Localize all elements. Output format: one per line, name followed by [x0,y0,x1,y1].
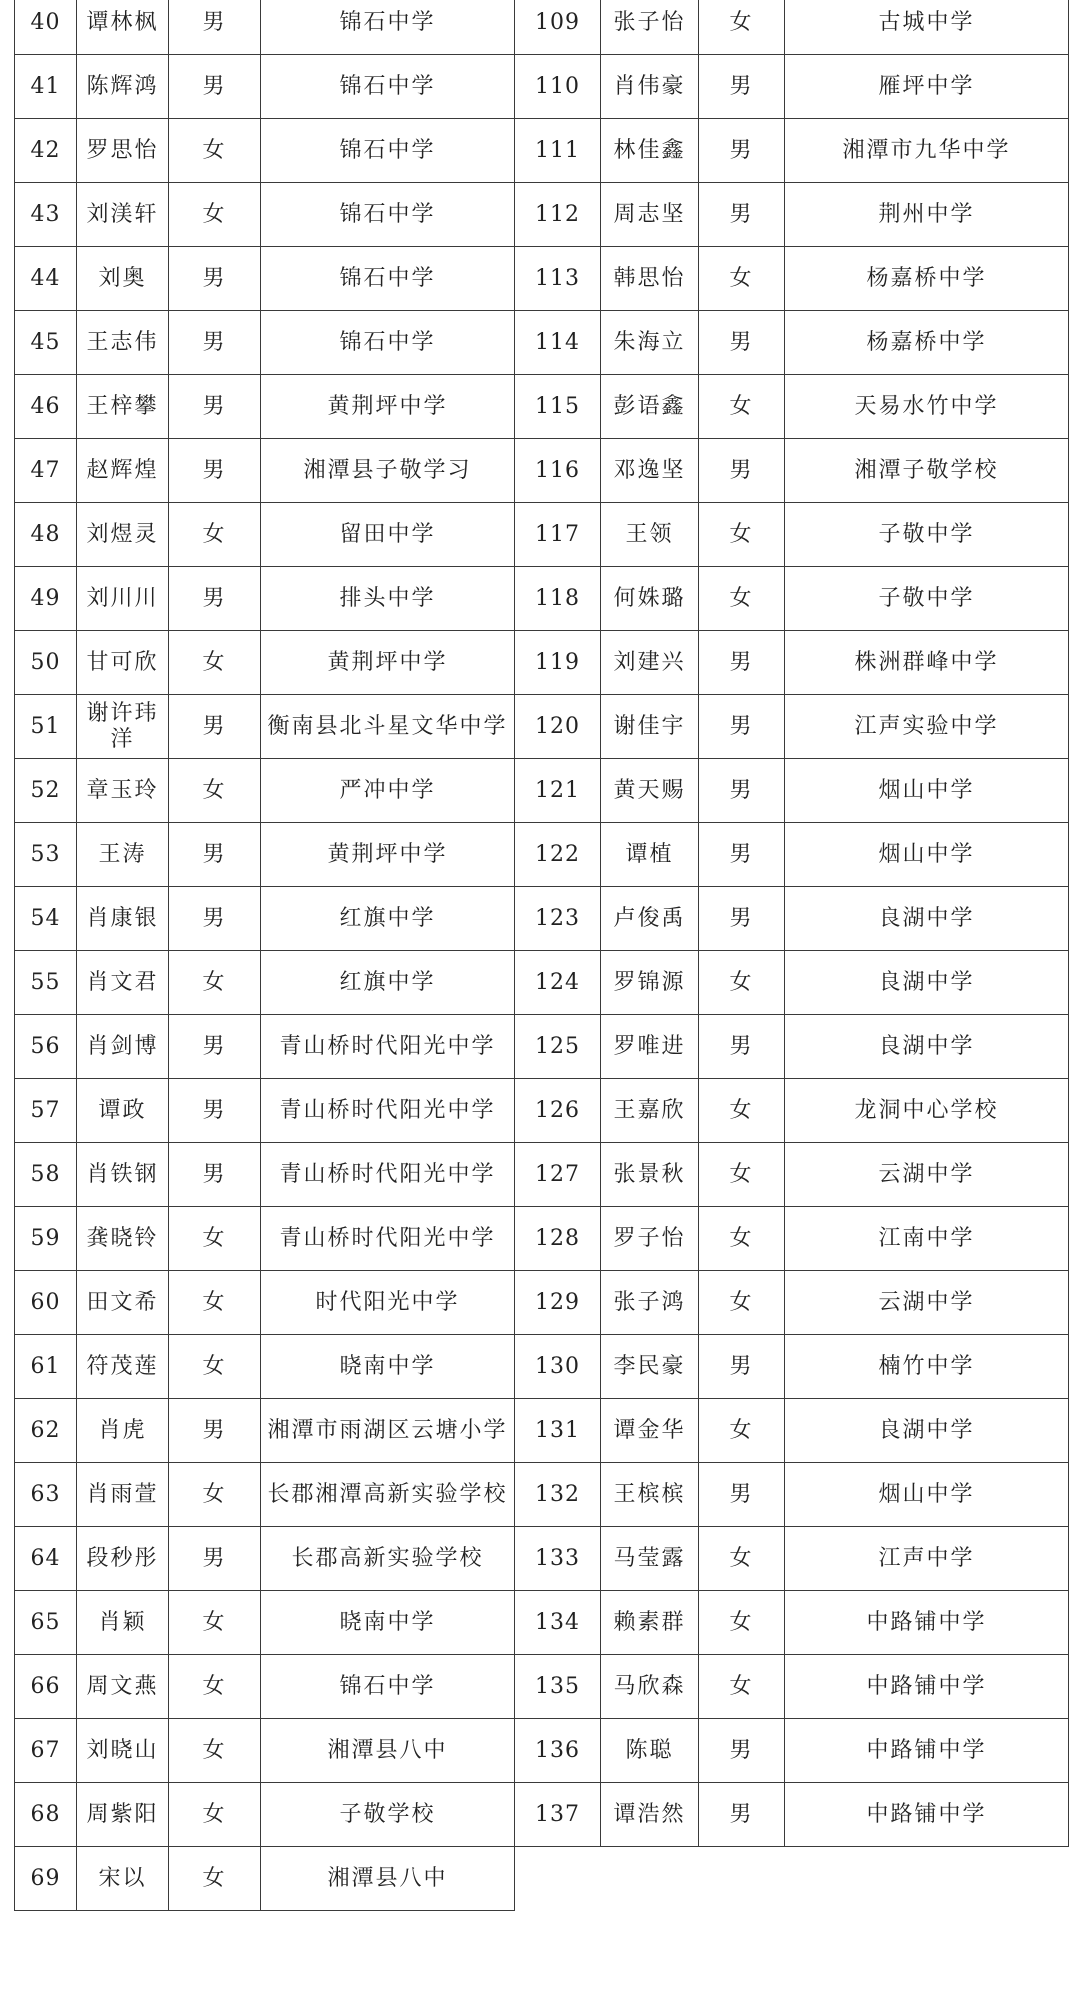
student-number: 42 [15,119,77,183]
student-gender: 女 [169,1783,261,1847]
student-gender: 女 [169,1335,261,1399]
student-gender: 女 [699,1655,785,1719]
table-row [15,1591,1069,1655]
student-number: 58 [15,1143,77,1207]
student-number: 62 [15,1399,77,1463]
student-school: 湘潭县八中 [261,1847,515,1911]
student-gender: 女 [699,1271,785,1335]
student-school: 红旗中学 [261,887,515,951]
student-school: 江声中学 [785,1527,1069,1591]
student-number: 113 [515,247,601,311]
student-gender: 男 [699,759,785,823]
student-gender: 男 [169,1143,261,1207]
student-name: 王领 [601,503,699,567]
student-name: 马莹露 [601,1527,699,1591]
student-roster-table [14,0,1069,1911]
student-name: 陈辉鸿 [77,55,169,119]
student-gender: 女 [699,0,785,55]
student-school: 晓南中学 [261,1335,515,1399]
student-number: 57 [15,1079,77,1143]
table-row [15,759,1069,823]
student-name: 刘川川 [77,567,169,631]
student-name: 肖康银 [77,887,169,951]
student-school: 湘潭市九华中学 [785,119,1069,183]
student-school: 古城中学 [785,0,1069,55]
student-name: 赖素群 [601,1591,699,1655]
student-name: 肖虎 [77,1399,169,1463]
student-name: 刘晓山 [77,1719,169,1783]
table-row [15,1015,1069,1079]
student-gender: 女 [169,1207,261,1271]
student-gender: 男 [169,1015,261,1079]
student-number: 135 [515,1655,601,1719]
student-school: 留田中学 [261,503,515,567]
student-number: 125 [515,1015,601,1079]
student-gender: 女 [169,119,261,183]
student-school: 锦石中学 [261,55,515,119]
student-gender: 男 [699,439,785,503]
student-school: 荆州中学 [785,183,1069,247]
student-gender: 女 [169,631,261,695]
table-row [15,951,1069,1015]
student-name: 李民豪 [601,1335,699,1399]
student-number: 120 [515,695,601,759]
table-row [15,631,1069,695]
student-number: 126 [515,1079,601,1143]
student-gender: 女 [169,1463,261,1527]
student-school: 长郡湘潭高新实验学校 [261,1463,515,1527]
student-gender: 男 [169,1079,261,1143]
student-school: 良湖中学 [785,887,1069,951]
student-number: 127 [515,1143,601,1207]
student-name: 符茂莲 [77,1335,169,1399]
student-number: 130 [515,1335,601,1399]
table-row [15,1143,1069,1207]
student-school: 雁坪中学 [785,55,1069,119]
table-row [15,1079,1069,1143]
student-gender: 男 [169,1399,261,1463]
table-row [15,1399,1069,1463]
student-name: 肖颖 [77,1591,169,1655]
student-school: 中路铺中学 [785,1719,1069,1783]
student-name: 龚晓铃 [77,1207,169,1271]
student-school: 湘潭县八中 [261,1719,515,1783]
student-gender: 女 [169,1271,261,1335]
student-number: 116 [515,439,601,503]
student-name: 卢俊禹 [601,887,699,951]
student-school: 楠竹中学 [785,1335,1069,1399]
student-name: 田文希 [77,1271,169,1335]
student-name: 周紫阳 [77,1783,169,1847]
student-school: 长郡高新实验学校 [261,1527,515,1591]
student-name: 陈聪 [601,1719,699,1783]
student-school: 青山桥时代阳光中学 [261,1207,515,1271]
student-gender: 男 [699,1015,785,1079]
student-name: 王志伟 [77,311,169,375]
student-school: 青山桥时代阳光中学 [261,1079,515,1143]
student-school: 中路铺中学 [785,1783,1069,1847]
student-name: 张子鸿 [601,1271,699,1335]
student-name: 肖剑博 [77,1015,169,1079]
table-row [15,119,1069,183]
student-number: 63 [15,1463,77,1527]
student-number: 41 [15,55,77,119]
student-school: 锦石中学 [261,183,515,247]
table-row [15,1719,1069,1783]
student-gender: 男 [699,1463,785,1527]
student-gender: 男 [699,631,785,695]
student-school: 锦石中学 [261,1655,515,1719]
student-gender: 女 [699,951,785,1015]
student-gender: 女 [169,1655,261,1719]
student-name: 王嘉欣 [601,1079,699,1143]
student-gender: 男 [169,55,261,119]
student-name: 刘煜灵 [77,503,169,567]
student-name: 何姝璐 [601,567,699,631]
student-name: 肖雨萱 [77,1463,169,1527]
student-number: 51 [15,695,77,759]
student-number: 43 [15,183,77,247]
table-row [15,1783,1069,1847]
table-row [15,439,1069,503]
student-gender: 女 [699,375,785,439]
student-number: 44 [15,247,77,311]
student-name: 罗锦源 [601,951,699,1015]
student-school: 子敬学校 [261,1783,515,1847]
student-number: 49 [15,567,77,631]
student-name: 肖铁钢 [77,1143,169,1207]
student-school: 衡南县北斗星文华中学 [261,695,515,759]
student-gender: 女 [699,503,785,567]
student-gender: 男 [169,0,261,55]
student-name: 谭政 [77,1079,169,1143]
student-number: 46 [15,375,77,439]
student-name: 韩思怡 [601,247,699,311]
student-name: 罗思怡 [77,119,169,183]
table-row [15,823,1069,887]
student-gender: 男 [699,183,785,247]
student-gender: 男 [699,55,785,119]
student-number: 123 [515,887,601,951]
student-number: 119 [515,631,601,695]
student-number: 65 [15,1591,77,1655]
student-school: 龙洞中心学校 [785,1079,1069,1143]
student-name: 谭林枫 [77,0,169,55]
student-name: 张子怡 [601,0,699,55]
student-gender: 男 [699,823,785,887]
student-name: 邓逸坚 [601,439,699,503]
student-gender: 男 [169,567,261,631]
student-gender: 男 [699,887,785,951]
student-number: 68 [15,1783,77,1847]
roster-body [15,0,1069,1911]
student-name: 谭浩然 [601,1783,699,1847]
student-number: 121 [515,759,601,823]
student-school: 良湖中学 [785,1399,1069,1463]
student-name: 王槟槟 [601,1463,699,1527]
student-number: 47 [15,439,77,503]
student-gender: 男 [699,1783,785,1847]
student-name: 王梓攀 [77,375,169,439]
student-name: 彭语鑫 [601,375,699,439]
student-number: 137 [515,1783,601,1847]
student-gender: 女 [169,1719,261,1783]
student-gender: 男 [169,887,261,951]
student-school: 黄荆坪中学 [261,823,515,887]
student-gender: 女 [699,1527,785,1591]
student-gender: 女 [169,503,261,567]
student-school: 锦石中学 [261,0,515,55]
student-school: 严冲中学 [261,759,515,823]
student-school: 湘潭市雨湖区云塘小学 [261,1399,515,1463]
student-number: 56 [15,1015,77,1079]
student-gender: 女 [169,759,261,823]
student-school: 中路铺中学 [785,1655,1069,1719]
student-gender: 男 [699,695,785,759]
student-name: 章玉玲 [77,759,169,823]
student-school: 红旗中学 [261,951,515,1015]
table-row [15,1207,1069,1271]
student-gender: 男 [699,119,785,183]
student-gender: 男 [169,247,261,311]
student-number: 55 [15,951,77,1015]
student-school: 子敬中学 [785,567,1069,631]
student-name: 甘可欣 [77,631,169,695]
student-name: 谭植 [601,823,699,887]
student-school: 株洲群峰中学 [785,631,1069,695]
student-name: 朱海立 [601,311,699,375]
student-name: 马欣森 [601,1655,699,1719]
student-gender: 女 [169,1847,261,1911]
student-name: 刘建兴 [601,631,699,695]
student-number: 117 [515,503,601,567]
table-row [15,887,1069,951]
student-number: 136 [515,1719,601,1783]
table-row [15,1655,1069,1719]
student-gender: 女 [699,1399,785,1463]
student-school: 子敬中学 [785,503,1069,567]
student-number: 118 [515,567,601,631]
student-number: 134 [515,1591,601,1655]
student-gender: 男 [169,439,261,503]
student-school: 湘潭子敬学校 [785,439,1069,503]
student-name: 谭金华 [601,1399,699,1463]
table-row [15,311,1069,375]
student-number: 132 [515,1463,601,1527]
student-school: 良湖中学 [785,951,1069,1015]
student-name: 肖文君 [77,951,169,1015]
table-row [15,247,1069,311]
table-row [15,183,1069,247]
student-number: 114 [515,311,601,375]
student-gender: 男 [699,311,785,375]
student-number: 128 [515,1207,601,1271]
student-gender: 女 [169,183,261,247]
student-name: 林佳鑫 [601,119,699,183]
student-school: 排头中学 [261,567,515,631]
table-row [15,1271,1069,1335]
student-school: 湘潭县子敬学习 [261,439,515,503]
table-row [15,1463,1069,1527]
student-number: 48 [15,503,77,567]
student-gender: 男 [699,1335,785,1399]
student-name: 赵辉煌 [77,439,169,503]
student-school: 杨嘉桥中学 [785,247,1069,311]
student-number: 124 [515,951,601,1015]
student-number: 60 [15,1271,77,1335]
student-gender: 男 [169,311,261,375]
student-name: 罗子怡 [601,1207,699,1271]
student-school: 云湖中学 [785,1143,1069,1207]
student-name: 周志坚 [601,183,699,247]
student-gender: 男 [169,375,261,439]
student-name: 黄天赐 [601,759,699,823]
student-name: 宋以 [77,1847,169,1911]
student-number: 59 [15,1207,77,1271]
student-gender: 男 [169,1527,261,1591]
student-number: 133 [515,1527,601,1591]
student-number: 40 [15,0,77,55]
student-name: 肖伟豪 [601,55,699,119]
student-name: 刘渼轩 [77,183,169,247]
student-name: 段秒彤 [77,1527,169,1591]
student-gender: 女 [699,1207,785,1271]
student-number: 67 [15,1719,77,1783]
student-gender: 男 [699,1719,785,1783]
student-number: 69 [15,1847,77,1911]
student-school: 良湖中学 [785,1015,1069,1079]
student-school: 锦石中学 [261,311,515,375]
student-school: 青山桥时代阳光中学 [261,1143,515,1207]
student-number: 129 [515,1271,601,1335]
student-number: 45 [15,311,77,375]
student-gender: 女 [169,951,261,1015]
student-name: 罗唯进 [601,1015,699,1079]
student-school: 天易水竹中学 [785,375,1069,439]
table-row [15,1527,1069,1591]
student-gender: 女 [699,1143,785,1207]
student-school: 锦石中学 [261,119,515,183]
student-name: 张景秋 [601,1143,699,1207]
student-school: 杨嘉桥中学 [785,311,1069,375]
student-school: 晓南中学 [261,1591,515,1655]
student-gender: 女 [699,1079,785,1143]
empty-cell [515,1847,1069,1911]
student-school: 江声实验中学 [785,695,1069,759]
student-name: 刘奥 [77,247,169,311]
student-name: 谢许玮洋 [77,695,169,759]
student-number: 50 [15,631,77,695]
student-gender: 男 [169,823,261,887]
student-gender: 女 [699,1591,785,1655]
student-name: 周文燕 [77,1655,169,1719]
table-row [15,55,1069,119]
student-school: 烟山中学 [785,759,1069,823]
student-number: 109 [515,0,601,55]
student-number: 110 [515,55,601,119]
student-gender: 女 [699,567,785,631]
student-school: 青山桥时代阳光中学 [261,1015,515,1079]
student-number: 115 [515,375,601,439]
student-school: 锦石中学 [261,247,515,311]
student-number: 122 [515,823,601,887]
student-school: 黄荆坪中学 [261,631,515,695]
student-number: 111 [515,119,601,183]
student-gender: 女 [169,1591,261,1655]
table-row [15,503,1069,567]
table-row [15,0,1069,55]
student-number: 61 [15,1335,77,1399]
table-row [15,567,1069,631]
student-number: 112 [515,183,601,247]
student-number: 131 [515,1399,601,1463]
student-school: 时代阳光中学 [261,1271,515,1335]
student-school: 中路铺中学 [785,1591,1069,1655]
student-name: 王涛 [77,823,169,887]
table-row [15,1847,1069,1911]
table-row [15,375,1069,439]
student-number: 66 [15,1655,77,1719]
student-number: 53 [15,823,77,887]
student-number: 52 [15,759,77,823]
student-name: 谢佳宇 [601,695,699,759]
student-school: 烟山中学 [785,823,1069,887]
student-number: 54 [15,887,77,951]
table-row [15,1335,1069,1399]
student-gender: 女 [699,247,785,311]
student-school: 黄荆坪中学 [261,375,515,439]
table-row [15,695,1069,759]
student-number: 64 [15,1527,77,1591]
student-school: 云湖中学 [785,1271,1069,1335]
student-school: 烟山中学 [785,1463,1069,1527]
student-gender: 男 [169,695,261,759]
student-school: 江南中学 [785,1207,1069,1271]
